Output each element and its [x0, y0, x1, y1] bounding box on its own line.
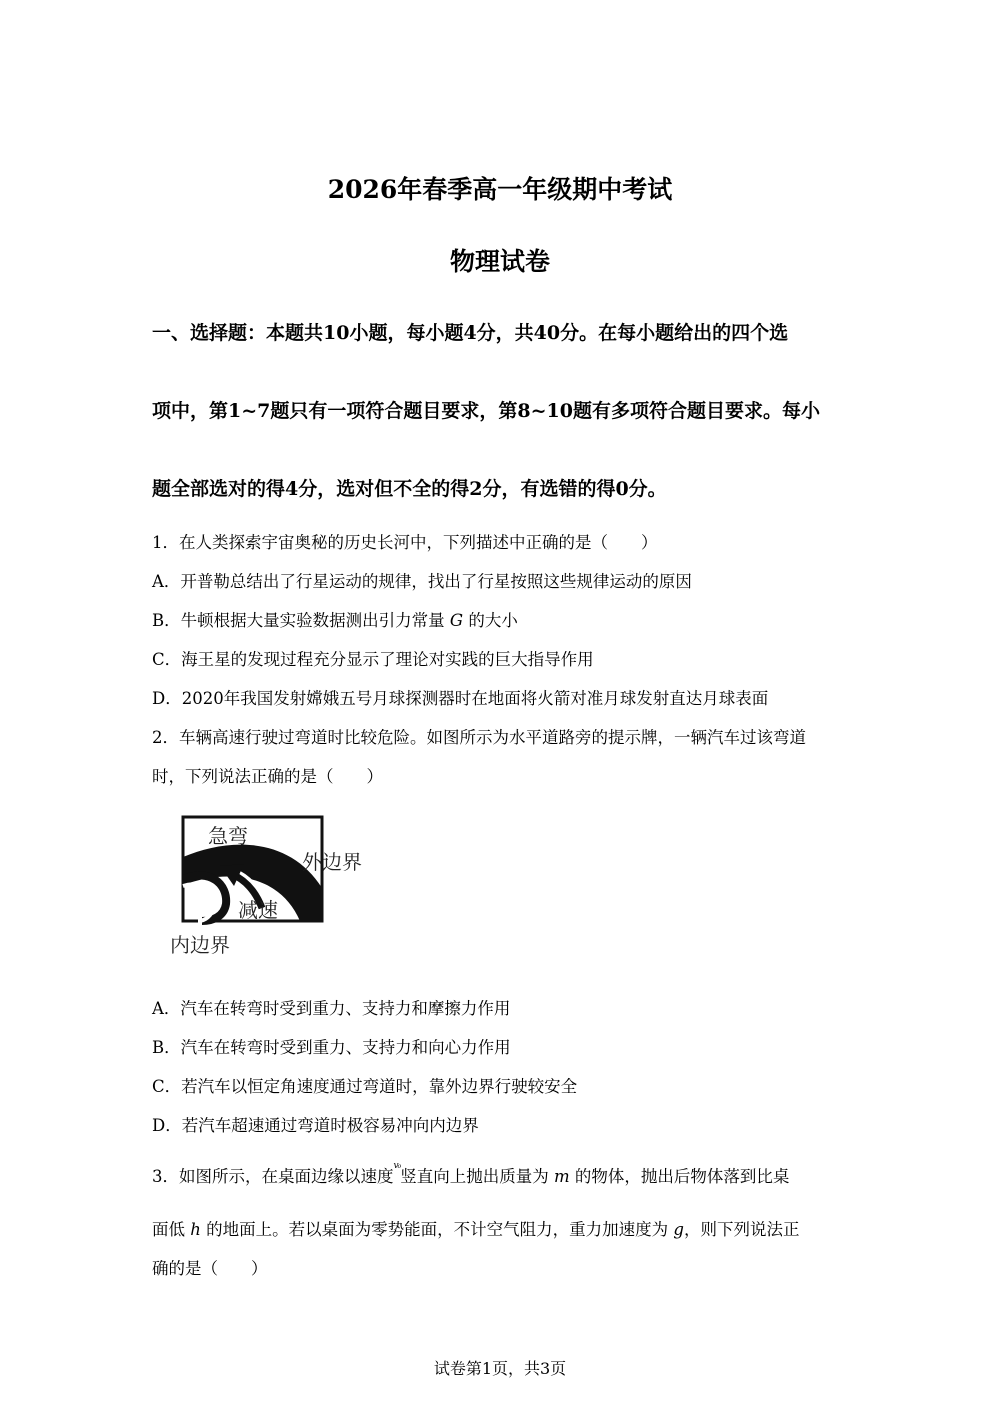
q3-line2-post: ，则下列说法正: [683, 1220, 800, 1239]
sign-outer-label: 外边界: [302, 850, 362, 874]
exam-title: 2026年春季高一年级期中考试: [327, 175, 673, 204]
sign-inner-label: 内边界: [170, 933, 230, 957]
q2-stem-line-2: 时，下列说法正确的是（ ）: [152, 767, 383, 786]
q1-option-b-post: 的大小: [468, 611, 518, 630]
q3-stem-line-2: [152, 1216, 799, 1240]
q2-option-b: B．汽车在转弯时受到重力、支持力和向心力作用: [152, 1038, 511, 1057]
sign-bottom-text: 减速: [238, 898, 278, 922]
q3-line1-pre: 3．如图所示，在桌面边缘以速度: [152, 1167, 394, 1186]
section-instructions-line-1: 一、选择题：本题共10小题，每小题4分，共40分。在每小题给出的四个选: [152, 322, 789, 344]
q3-gravity-symbol: g: [673, 1220, 684, 1239]
q1-stem: 1．在人类探索宇宙奥秘的历史长河中，下列描述中正确的是（ ）: [152, 533, 658, 552]
q1-option-b-pre: B．牛顿根据大量实验数据测出引力常量: [152, 611, 445, 630]
q3-stem-line-1: [152, 1163, 789, 1187]
q1-option-b: [152, 607, 518, 631]
q3-line2-mid: 的地面上。若以桌面为零势能面，不计空气阻力，重力加速度为: [206, 1220, 669, 1239]
q2-stem-line-1: 2．车辆高速行驶过弯道时比较危险。如图所示为水平道路旁的提示牌，一辆汽车过该弯道: [152, 728, 806, 747]
q2-option-c: C．若汽车以恒定角速度通过弯道时，靠外边界行驶较安全: [152, 1077, 578, 1096]
q1-option-c: C．海王星的发现过程充分显示了理论对实践的巨大指导作用: [152, 650, 594, 669]
q3-line1-mid: 竖直向上抛出质量为: [400, 1167, 549, 1186]
q3-stem-line-3: 确的是（ ）: [152, 1259, 268, 1278]
section-instructions-line-3: 题全部选对的得4分，选对但不全的得2分，有选错的得0分。: [152, 478, 667, 500]
section-instructions-line-2: 项中，第1~7题只有一项符合题目要求，第8~10题有多项符合题目要求。每小: [152, 400, 820, 422]
page-footer: 试卷第1页，共3页: [433, 1359, 567, 1378]
q1-option-b-var: G: [449, 611, 464, 630]
q1-option-a: A．开普勒总结出了行星运动的规律，找出了行星按照这些规律运动的原因: [152, 572, 692, 591]
q2-option-d: D．若汽车超速通过弯道时极容易冲向内边界: [152, 1116, 479, 1135]
q3-mass-symbol: m: [553, 1167, 570, 1186]
q3-line1-post: 的物体，抛出后物体落到比桌: [574, 1167, 790, 1186]
q3-height-symbol: h: [190, 1220, 201, 1239]
q1-option-d: D．2020年我国发射嫦娥五号月球探测器时在地面将火箭对准月球发射直达月球表面: [152, 689, 769, 708]
q3-velocity-symbol: v₀: [393, 1161, 401, 1171]
exam-subject: 物理试卷: [449, 247, 550, 276]
q2-option-a: A．汽车在转弯时受到重力、支持力和摩擦力作用: [152, 999, 511, 1018]
q3-line2-pre: 面低: [152, 1220, 185, 1239]
sign-top-text: 急弯: [208, 824, 248, 848]
curve-warning-sign-figure: [150, 800, 390, 960]
